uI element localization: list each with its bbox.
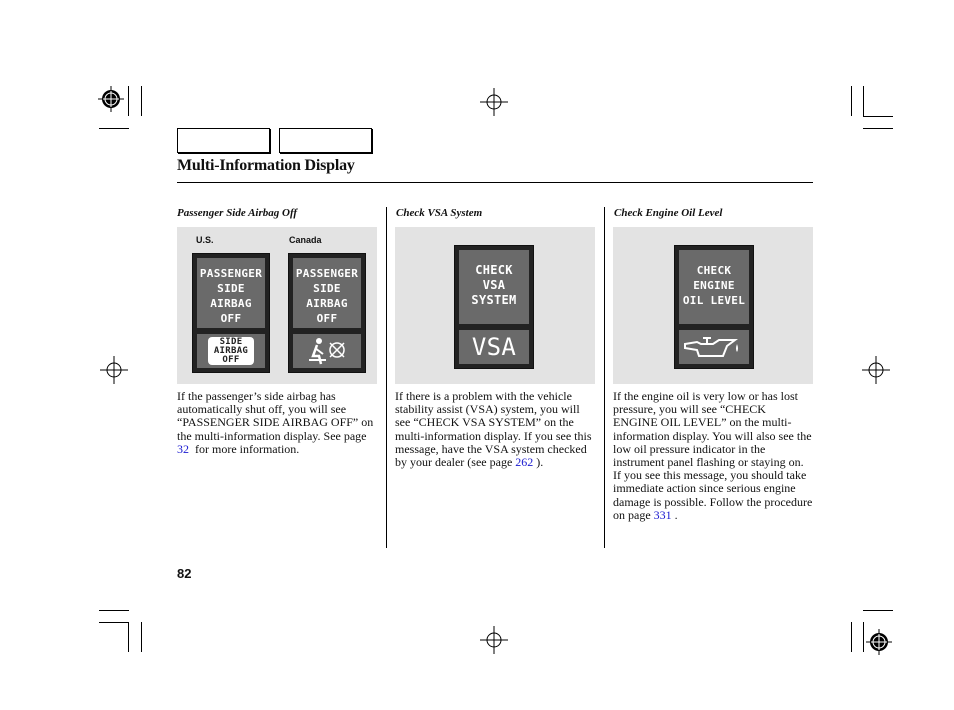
crosshair-icon: [100, 356, 128, 384]
header-tab-blank[interactable]: [177, 128, 270, 153]
display-line: SYSTEM: [471, 293, 517, 307]
display-line: ENGINE: [693, 279, 735, 292]
label-us: U.S.: [196, 235, 214, 245]
label-canada: Canada: [289, 235, 322, 245]
body-text-airbag: [177, 390, 377, 456]
passenger-airbag-off-icon: [293, 334, 361, 368]
indicator-line: OFF: [222, 355, 240, 365]
display-line: CHECK: [475, 263, 513, 277]
indicator-line: AIRBAG: [213, 346, 249, 356]
display-line: OIL LEVEL: [682, 294, 746, 307]
display-us: [192, 253, 270, 373]
registration-target-icon: [866, 629, 892, 655]
section-heading-vsa: Check VSA System: [396, 207, 483, 219]
title-rule: [177, 182, 813, 183]
display-screen: [293, 258, 361, 328]
display-line: CHECK: [696, 264, 732, 277]
display-line: AIRBAG OFF: [306, 297, 348, 325]
passenger-airbag-off-indicator: [293, 334, 361, 368]
paragraph-text: If the passenger’s side airbag has automatically shut off, you will see “PASSENGER SIDE AIRBAG OFF” on the multi-information display. See page: [177, 389, 374, 443]
section-heading-oil: Check Engine Oil Level: [614, 207, 723, 219]
oil-can-icon: [679, 330, 749, 364]
page-title: Multi-Information Display: [177, 157, 355, 174]
body-text-vsa: [395, 390, 595, 469]
page-number: 82: [177, 566, 192, 581]
figure-vsa: [395, 227, 595, 384]
paragraph-text: ).: [533, 455, 544, 470]
figure-oil: [613, 227, 813, 384]
column-divider: [386, 207, 387, 548]
display-screen: [679, 250, 749, 324]
figure-airbag: [177, 227, 377, 384]
display-oil: [674, 245, 754, 369]
paragraph-text: for more information.: [189, 441, 300, 456]
paragraph-text: If the engine oil is very low or has lost pressure, you will see “CHECK ENGINE OIL LEVEL” on the multi-information display. You will also see the low oil pressure indicator in the instrument panel flashing or staying on. If you see this message, you should take immediate action since serious engine damage is possible. Follow the procedure on page: [613, 389, 813, 522]
indicator-line: SIDE: [219, 337, 243, 347]
page-link[interactable]: 331: [653, 507, 672, 522]
display-line: SIDE: [217, 282, 245, 295]
display-canada: [288, 253, 366, 373]
display-vsa: [454, 245, 534, 369]
display-line: PASSENGER: [199, 267, 263, 280]
side-airbag-off-indicator: [197, 334, 265, 368]
vsa-indicator: VSA: [459, 330, 529, 364]
body-text-oil: [613, 390, 813, 522]
header-tab-blank[interactable]: [279, 128, 372, 153]
registration-target-icon: [98, 86, 124, 112]
display-line: AIRBAG OFF: [210, 297, 252, 325]
crosshair-icon: [862, 356, 890, 384]
display-screen: [197, 258, 265, 328]
display-screen: [459, 250, 529, 324]
page-link[interactable]: 262: [515, 455, 534, 470]
display-line: VSA: [482, 278, 506, 292]
page-link[interactable]: 32: [177, 441, 189, 456]
paragraph-text: If there is a problem with the vehicle stability assist (VSA) system, you will see “CHECK VSA SYSTEM” on the multi-information display. If you see this message, have the VSA system checked by your dealer (see page: [395, 389, 592, 470]
oil-indicator: [679, 330, 749, 364]
paragraph-text: .: [671, 507, 678, 522]
crosshair-icon: [480, 626, 508, 654]
display-line: PASSENGER: [295, 267, 359, 280]
section-heading-airbag: Passenger Side Airbag Off: [177, 207, 298, 219]
crosshair-icon: [480, 88, 508, 116]
column-divider: [604, 207, 605, 548]
display-line: SIDE: [313, 282, 341, 295]
